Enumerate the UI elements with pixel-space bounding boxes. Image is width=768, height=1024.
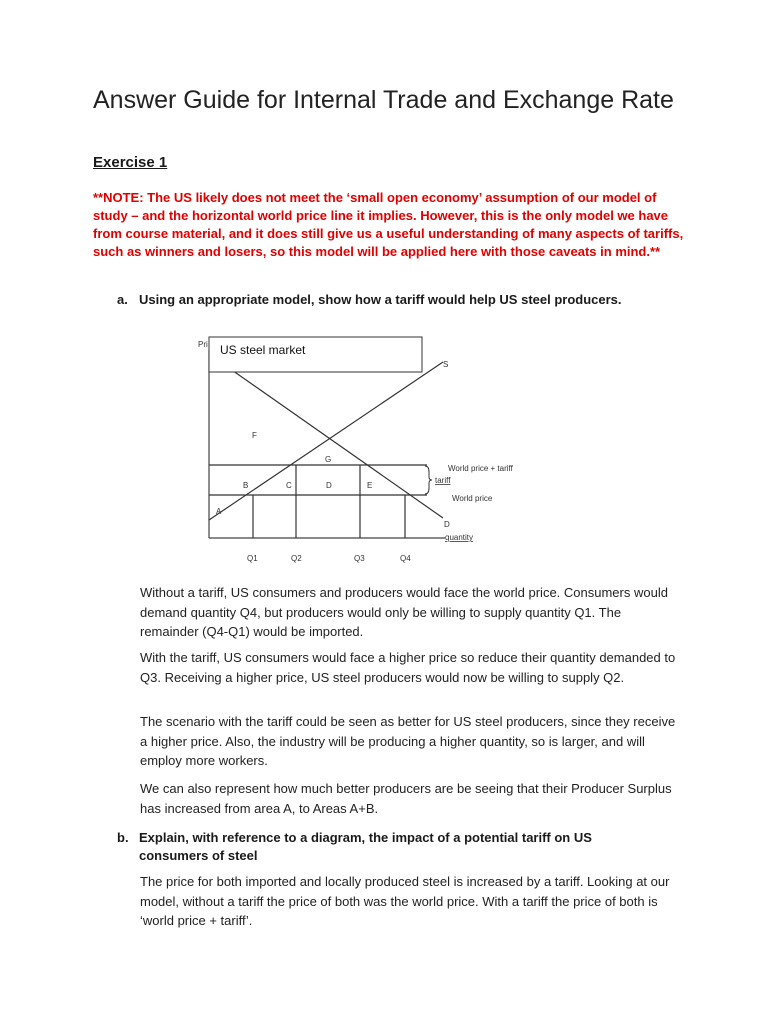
answer-a-paragraph-2: With the tariff, US consumers would face a higher price so reduce their quantity demanded to Q3. Receiving a higher price, US steel producers would now be willing to supply Q2.: [140, 650, 676, 685]
document-title: Answer Guide for Internal Trade and Exchange Rate: [93, 86, 674, 114]
area-b-label: B: [243, 481, 249, 490]
supply-curve: [209, 362, 443, 520]
chart-title: US steel market: [220, 343, 306, 357]
question-a-letter: a.: [117, 292, 128, 307]
q1-label: Q1: [247, 554, 258, 563]
demand-curve: [209, 354, 443, 518]
q3-label: Q3: [354, 554, 365, 563]
y-axis-label: Pri: [198, 340, 208, 349]
demand-label: D: [444, 520, 450, 529]
area-e-label: E: [367, 481, 373, 490]
quantity-label: quantity: [445, 533, 474, 542]
supply-label: S: [443, 360, 449, 369]
question-b-text: Explain, with reference to a diagram, the impact of a potential tariff on US consumers of steel: [139, 830, 592, 863]
question-a-text: Using an appropriate model, show how a tariff would help US steel producers.: [139, 292, 622, 307]
world-price-plus-tariff-label: World price + tariff: [448, 464, 513, 473]
note-paragraph: **NOTE: The US likely does not meet the ‘small open economy’ assumption of our model of study – and the horizontal world price line it implies. However, this is the only model we have from course material, and it does still give us a useful understanding of many aspects of tariffs, such as winners and losers, so this model will be applied here with those caveats in mind.**: [93, 190, 684, 259]
exercise-heading: Exercise 1: [93, 154, 168, 171]
area-a-label: A: [216, 507, 222, 516]
answer-a-paragraph-3: The scenario with the tariff could be seen as better for US steel producers, since they receive a higher price. Also, the industry will be producing a higher quantity, so is larger, and will employ more workers.: [140, 714, 676, 768]
tariff-diagram: [195, 330, 515, 563]
answer-a-paragraph-1: Without a tariff, US consumers and producers would face the world price. Consumers would demand quantity Q4, but producers would only be willing to supply quantity Q1. The remainder (Q4-Q1) would be imported.: [140, 585, 668, 639]
tariff-brace: [425, 466, 432, 494]
area-c-label: C: [286, 481, 292, 490]
area-g-label: G: [325, 455, 332, 464]
area-d-label: D: [326, 481, 332, 490]
tariff-label: tariff: [435, 476, 451, 485]
q4-label: Q4: [400, 554, 411, 563]
answer-b-paragraph-1: The price for both imported and locally produced steel is increased by a tariff. Looking at our model, without a tariff the price of both was the world price. With a tariff the price of both is ‘world price + tariff’.: [140, 874, 670, 928]
area-f-label: F: [252, 431, 257, 440]
answer-a-paragraph-4: We can also represent how much better producers are be seeing that their Producer Surplus has increased from area A, to Areas A+B.: [140, 781, 672, 816]
q2-label: Q2: [291, 554, 302, 563]
world-price-label: World price: [452, 494, 493, 503]
question-b-letter: b.: [117, 830, 129, 845]
